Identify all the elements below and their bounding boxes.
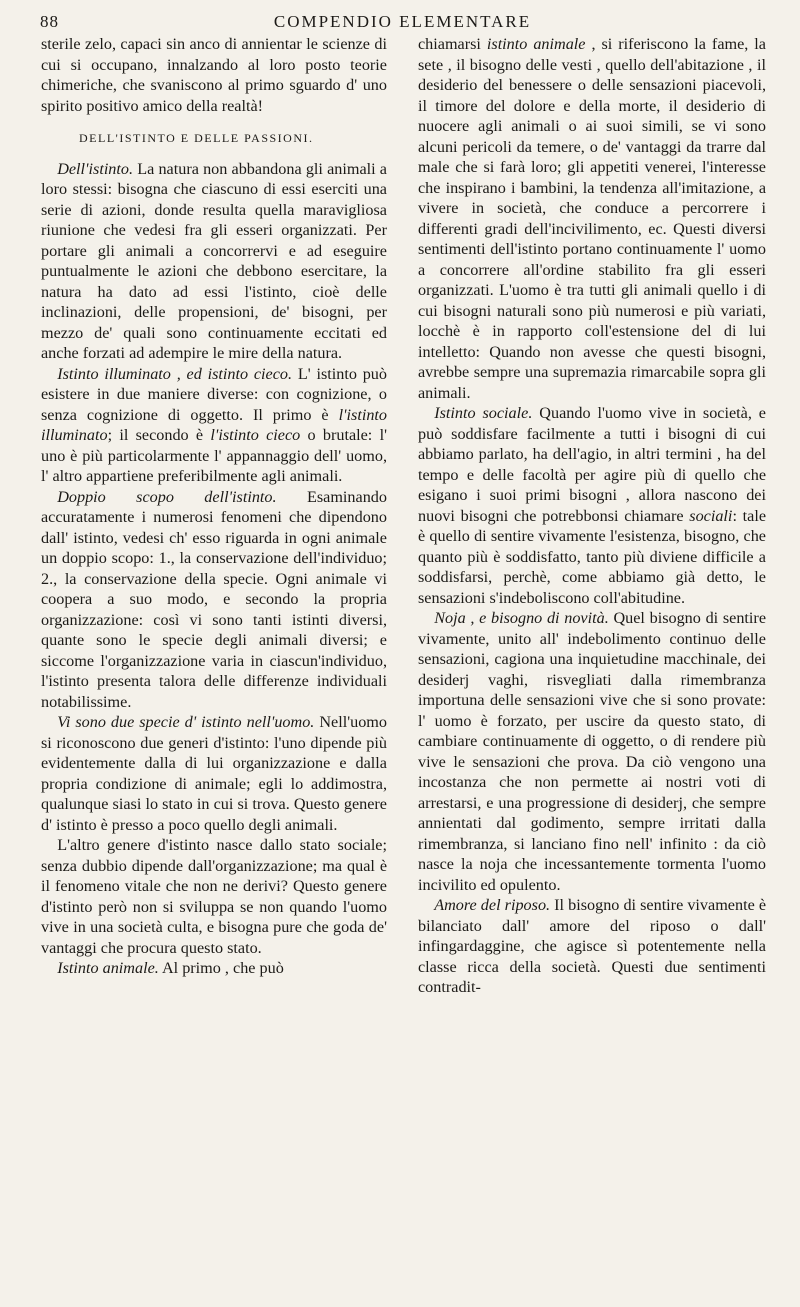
running-title: COMPENDIO ELEMENTARE bbox=[273, 12, 532, 31]
paragraph: Istinto sociale. Quando l'uomo vive in società, e può soddisfare facilmente a tutti i bisogni di cui abbiamo parlato, ha dell'agio, in altri termini , ha del tempo e delle facoltà per agire più di quello che esigano i suoi primi bisogni , allora nascono dei nuovi bisogni che potrebbonsi chiamare sociali: tale è quello di sentire vivamente l'esistenza, bisogno, che quanto più è soddisfatto, tanto più diviene difficile a soddisfarsi, perchè, come abbiamo già detto, le sensazioni s'indeboliscono coll'abitudine. bbox=[418, 404, 766, 607]
paragraph-heading: Istinto sociale. bbox=[434, 404, 533, 422]
right-column bbox=[418, 34, 766, 1300]
paragraph-heading: Istinto animale. bbox=[57, 959, 159, 977]
paragraph-heading: Vi sono due specie d' istinto nell'uomo. bbox=[57, 713, 315, 731]
page-number: 88 bbox=[40, 12, 59, 31]
paragraph: Doppio scopo dell'istinto. Esaminando accuratamente i numerosi fenomeni che dipendono dall' istinto, vedesi ch' esso riguarda in ogni animale un doppio scopo: 1., la conservazione dell'individuo; 2., la conservazione della specie. Ogni animale vi coopera a suo modo, e secondo la propria organizzazione: così vi sono tanti istinti diversi, quante sono le specie degli animali diversi; e siccome l'organizzazione varia in ciascun'individuo, l'istinto presenta talora delle differenze individuali notabilissime. bbox=[41, 487, 387, 711]
paragraph: Istinto illuminato , ed istinto cieco. L' istinto può esistere in due maniere diverse: con cognizione, o senza cognizione di oggetto. Il primo è l'istinto illuminato; il secondo è l'istinto cieco o brutale: l' uno è più particolarmente l' appannaggio dell' uomo, l' altro appartiene preferibilmente agli animali. bbox=[41, 364, 387, 485]
left-column bbox=[41, 34, 387, 1300]
paragraph-heading: Noja , e bisogno di novità. bbox=[434, 609, 609, 627]
page-header bbox=[40, 12, 765, 34]
paragraph: chiamarsi istinto animale , si riferiscono la fame, la sete , il bisogno delle vesti , quello dell'abitazione , il desiderio del benessere o delle sensazioni piacevoli, il timore del dolore e della morte, il desiderio di nuocere agli animali o ai suoi simili, se vi sono alcuni pericoli da temere, o de' vantaggi da trarre dal male che si farà loro; gli appetiti venerei, l'interesse che inspirano i bambini, la tendenza all'imitazione, a vivere in società, che conduce a percorrere i differenti gradi dell'incivilimento, ec. Questi diversi sentimenti dell'istinto portano continuamente l' uomo a concorrere all'ordine stabilito fra gli esseri organizzati. L'uomo è tra tutti gli animali quello i di cui bisogni naturali sono più numerosi e più variati, locchè è in rapporto coll'estensione del di lui intelletto: Quando non avesse che questi bisogni, avrebbe sempre una supremazia rimarcabile sopra gli animali. bbox=[418, 35, 766, 402]
paragraph: Istinto animale. Al primo , che può bbox=[57, 959, 284, 977]
paragraph: L'altro genere d'istinto nasce dallo stato sociale; senza dubbio dipende dall'organizzazione; ma qual è il fenomeno vitale che non ne derivi? Questo genere d'istinto però non si sviluppa se non quando l'uomo vive in una società culta, e bisogna pure che goda de' vantaggi che procura questo stato. bbox=[41, 836, 387, 957]
paragraph: Vi sono due specie d' istinto nell'uomo. Nell'uomo si riconoscono due generi d'istinto: l'uno dipende più evidentemente dalla di lui organizzazione e dalla propria condizione di animale; egli lo addimostra, qualunque siasi lo stato in cui si trova. Questo genere d' istinto è presso a poco quello degli animali. bbox=[41, 713, 387, 834]
paragraph-heading: Amore del riposo. bbox=[434, 896, 551, 914]
paragraph-heading: Doppio scopo dell'istinto. bbox=[57, 487, 277, 506]
paragraph-heading: Dell'istinto. bbox=[57, 159, 134, 178]
paragraph-heading: Istinto illuminato , ed istinto cieco. bbox=[57, 364, 293, 383]
paragraph: Noja , e bisogno di novità. Quel bisogno di sentire vivamente, unito all' indebolimento continuo delle sensazioni, cagiona una inquietudine macchinale, dei desiderj vaghi, risvegliati dalla rimembranza importuna delle sensazioni vive che si sono provate: l' uomo è forzato, per uscire da questo stato, di cambiare continuamente di oggetto, o di rendere più vive le sensazioni che prova. Da ciò vengono una incostanza che non permette ai nostri voti di arrestarsi, e una progressione di desiderj, che sempre annientati dal godimento, sempre irritati dalla rimembranza, si lanciano fino nell' infinito : da ciò nasce la noja che incessantemente tormenta l'uomo incivilito ed opulento. bbox=[418, 609, 766, 894]
paragraph: sterile zelo, capaci sin anco di annientar le scienze di cui si occupano, innalzando al loro posto teorie chimeriche, che svaniscono al primo sguardo d' uno spirito positivo amico della realtà! bbox=[41, 35, 387, 115]
paragraph: Dell'istinto. La natura non abbandona gli animali a loro stessi: bisogna che ciascuno di essi eserciti una serie di azioni, donde resulta quella maravigliosa riunione che vedesi fra gli esseri organizzati. Per portare gli animali a concorrervi e ad eseguire puntualmente le azioni che debbono esercitare, la natura ha dato ad essi l'istinto, cioè delle inclinazioni, delle propensioni, de' bisogni, per mezzo de' quali sono continuamente eccitati ed anche forzati ad adempire le mire della natura. bbox=[41, 159, 387, 362]
section-title: DELL'ISTINTO E DELLE PASSIONI. bbox=[79, 131, 314, 145]
paragraph: Amore del riposo. Il bisogno di sentire vivamente è bilanciato dall' amore del riposo o dall' infingardaggine, che agisce sì potentemente nella classe ricca della società. Questi due sentimenti contradit- bbox=[418, 896, 766, 996]
